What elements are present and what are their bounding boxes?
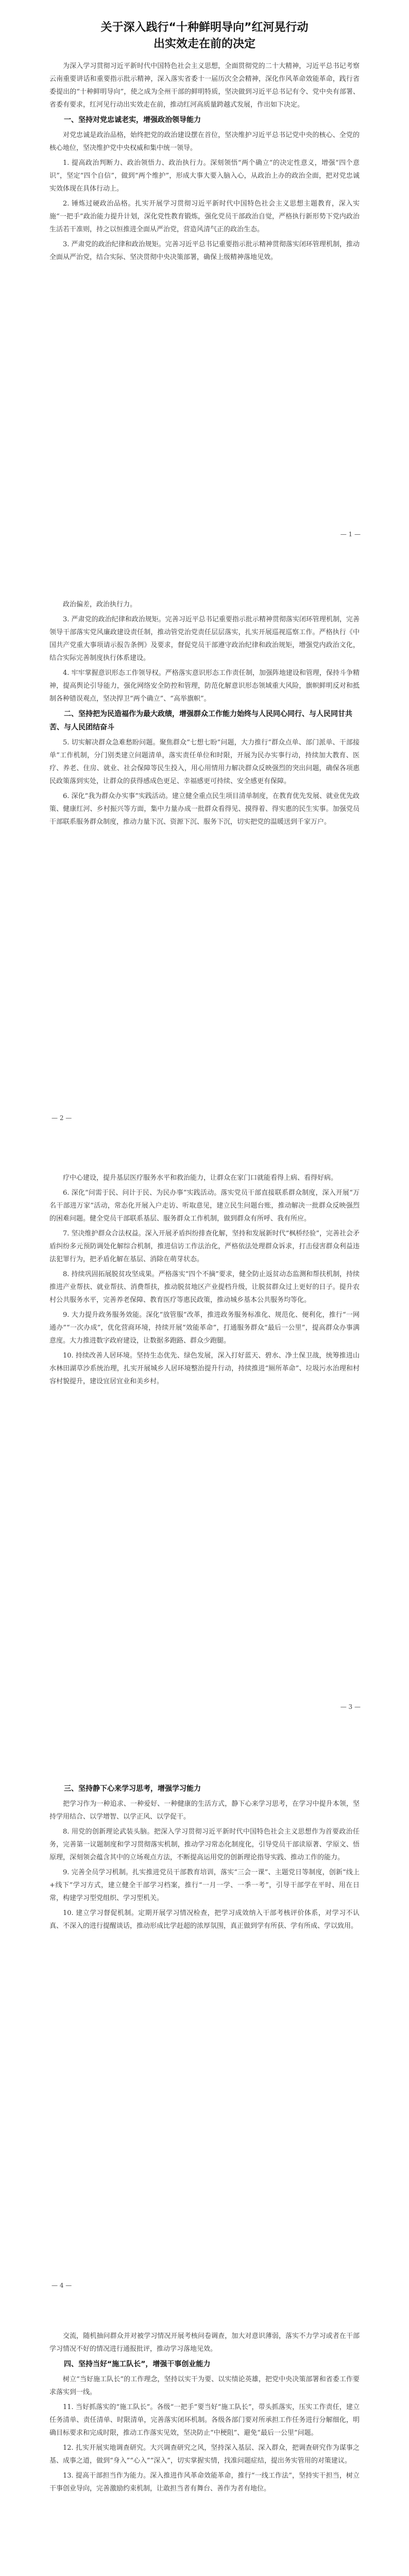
paragraph: 9. 完善全员学习机制。扎实推进党员干部教育培训，落实“三会一课”、主题党日等制度，创新“线上+线下”学习方式，建立健全干部学习档案，推行“一月一学、一季一考”，引导干部学在平时、用在日常，构建学习型党组织、学习型机关。 bbox=[49, 1869, 360, 1902]
paragraph: 树立“当好施工队长”的工作理念，坚持以实干为要、以实绩论英雄，把党中央决策部署和省委工作要求落实到一线。 bbox=[49, 2376, 360, 2396]
paragraph: 10. 持续改善人居环境。坚持生态优先、绿色发展，深入打好蓝天、碧水、净土保卫战，统筹推进山水林田湖草沙系统治理，扎实开展城乡人居环境整治提升行动，持续推进“厕所革命”、垃圾污水治理和村容村貌提升，建设宜居宜业和美乡村。 bbox=[49, 1352, 360, 1385]
paragraph: 12. 扎实开展实地调查研究。大兴调查研究之风，坚持深入基层、深入群众，把调查研究作为谋事之基、成事之道，做到“身入”“心入”“深入”，切实掌握实情，找准问题症结，提出务实管用的对策建议。 bbox=[49, 2444, 360, 2465]
document-page-4 bbox=[0, 1736, 409, 2314]
paragraph: 3. 严肃党的政治纪律和政治规矩。完善习近平总书记重要指示批示精神贯彻落实闭环管理机制，推动全面从严治党，结合实际、坚决贯彻中央决策部署，确保上级精神落地见效。 bbox=[49, 241, 360, 261]
paragraph: 8. 用党的创新理论武装头脑。把深入学习贯彻习近平新时代中国特色社会主义思想作为首要政治任务，完善第一议题制度和学习贯彻落实机制，推动学习常态化制度化，引导党员干部读原著、学原文、悟原理，深刻领会蕴含其中的立场观点方法，不断提高运用党的创新理论指导实践、推动工作的能力。 bbox=[49, 1828, 360, 1861]
section-heading: 三、坚持静下心来学习思考，增强学习能力 bbox=[64, 1785, 201, 1793]
paragraph: 3. 严肃党的政治纪律和政治规矩。完善习近平总书记重要指示批示精神贯彻落实闭环管理机制，完善领导干部落实党风廉政建设责任制，推动管党治党责任层层落实，扎实开展巡视巡察工作。严格执行《中国共产党重大事项请示报告条例》及要求，督促党员干部遵守政治纪律和政治规矩，增强党内政治文化，结合实际完善制度执行体系建设。 bbox=[49, 616, 360, 662]
paragraph: 1. 提高政治判断力、政治领悟力、政治执行力。深刻领悟“两个确立”的决定性意义，增强“四个意识”，坚定“四个自信”，做到“两个维护”，形成大事大要入脑入心，从政治上办的政治全面，把对党忠诚实效体现在具体行动上。 bbox=[49, 159, 360, 193]
paragraph: 7. 坚决维护群众合法权益。深入开展矛盾纠纷排查化解，坚持和发展新时代“枫桥经验”，完善社会矛盾纠纷多元预防调处化解综合机制，推进信访工作法治化，严格依法处理群众诉求，打击侵害群众利益违法犯罪行为，把矛盾化解在基层、消除在萌芽状态。 bbox=[49, 1230, 360, 1263]
document-title-line-2: 出实效走在前的决定 bbox=[153, 38, 255, 50]
paragraph: 11. 当好抓落实的“施工队长”。各级“一把手”要当好“施工队长”，带头抓落实，压实工作责任，建立任务清单、责任清单、时限清单，完善落实闭环机制。各级各部门要对所承担工作任务进行分解细化，明确目标要求和完成时限，推动工作落实见效，坚决防止“中梗阻”、避免“最后一公里”问题。 bbox=[49, 2403, 360, 2437]
paragraph: 9. 大力提升政务服务效能。深化“放管服”改革，推进政务服务标准化、规范化、便利化，推行“一网通办”“一次办成”，优化营商环境，持续开展“效能革命”，打通服务群众“最后一公里”，提高群众办事满意度。大力推进数字政府建设，让数据多跑路、群众少跑腿。 bbox=[49, 1311, 360, 1345]
document-page-5 bbox=[0, 2314, 409, 2576]
paragraph: 5. 切实解决群众急难愁盼问题。聚焦群众“七想七盼”问题，大力推行“群众点单、部门派单、干部接单”工作机制，分门别类建立问题清单，落实责任单位和时限，开展为民办实事行动，持续加大教育、医疗、养老、住房、就业、社会保障等民生投入，用心用情用力解决群众反映强烈的突出问题，确保各项惠民政策落到实处，让群众的获得感成色更足、幸福感更可持续、安全感更有保障。 bbox=[49, 739, 360, 785]
page-content bbox=[49, 1172, 360, 1390]
paragraph: 对党忠诚是政治品格，始终把党的政治建设摆在首位，坚决维护习近平总书记党中央的核心、全党的核心地位，坚决维护党中央权威和集中统一领导。 bbox=[49, 131, 360, 152]
page-body bbox=[49, 2330, 360, 2495]
paragraph: 13. 提高干部担当作为能力。深入推进作风革命效能革命，推行“一线工作法”，坚持实干担当，树立干事创业导向，完善激励约束机制，让敢担当者有舞台、善作为者有地位。 bbox=[49, 2472, 360, 2493]
paragraph: 4. 牢牢掌握意识形态工作领导权。严格落实意识形态工作责任制，加强阵地建设和管理，保持斗争精神，提高舆论引导能力，强化网络安全防控和管理，防范化解意识形态领域重大风险，旗帜鲜明反对和抵制各种错误观点，坚决捍卫“两个确立”、“高举旗帜”。 bbox=[49, 669, 360, 703]
section-heading: 四、坚持当好“施工队长”，增强干事创业能力 bbox=[64, 2360, 211, 2368]
paragraph: 政治偏差，政治执行力。 bbox=[63, 601, 137, 608]
document-page-3 bbox=[0, 1157, 409, 1736]
paragraph: 10. 建立学习督促机制。定期开展学习情况检查，把学习成效纳入干部考核评价体系，对学习不认真、不深入的进行提醒谈话，推动形成比学赶超的浓厚氛围，真正做到学有所获、学有所成、学以致用。 bbox=[49, 1909, 360, 1930]
page-content bbox=[49, 1781, 360, 1935]
page-content bbox=[49, 598, 360, 831]
section-heading: 二、坚持把为民造福作为最大政绩，增强群众工作能力始终与人民同心同行、与人民同甘共苦、与人民团结奋斗 bbox=[49, 710, 352, 732]
page-number: — 1 — bbox=[340, 531, 361, 538]
page-content bbox=[49, 20, 360, 266]
paragraph: 6. 深化“问需于民、问计于民、为民办事”实践活动。落实党员干部直接联系群众制度，深入开展“万名干部进万家”活动，常态化开展入户走访、听取意见，建立民生问题台账，推动解决一批群众反映强烈的困难问题。健全党员干部联系基层、服务群众工作机制，做到群众有所呼、我有所应。 bbox=[49, 1189, 360, 1223]
document-page-2 bbox=[0, 579, 409, 1157]
page-body bbox=[49, 1172, 360, 1388]
paragraph: 交流，随机抽问群众并对被学习情况开展考核问卷调查，加大对意识薄弱，落实不力学习或者在干部学习情况不好的情况进行通报批评，推动学习落地见效。 bbox=[49, 2332, 360, 2353]
document-page-1 bbox=[0, 0, 409, 579]
page-body bbox=[49, 598, 360, 828]
section-heading: 一、坚持对党忠诚老实，增强政治领导能力 bbox=[64, 116, 201, 124]
paragraph: 疗中心建设，提升基层医疗服务水平和救治能力，让群众在家门口就能看得上病、看得好病。 bbox=[63, 1174, 338, 1182]
paragraph: 6. 深化“我为群众办实事”实践活动。建立健全重点民生项目清单制度，在教育优先发展、就业优先政策、健康红河、乡村振兴等方面，集中力量办成一批群众看得见、摸得着、得实惠的民生实事。加强党员干部联系服务群众制度，推动力量下沉、资源下沉、服务下沉，切实把党的温暖送到千家万户。 bbox=[49, 792, 360, 826]
paragraph: 为深入学习贯彻习近平新时代中国特色社会主义思想，全面贯彻党的二十大精神，习近平总书记考察云南重要讲话和重要指示批示精神，深入落实省委十一届历次全会精神，深化作风革命效能革命，践行省委提出的“十种鲜明导向”，使之成为全州干部的鲜明特质，坚决做到习近平总书记有令、党中央有部署、省委有要求，红河见行动出实效走在前，推动红河高质量跨越式发展，作出如下决定。 bbox=[49, 62, 360, 109]
document-title-line-1: 关于深入践行“十种鲜明导向”红河晃行动 bbox=[100, 21, 309, 34]
paragraph: 把学习作为一种追求、一种爱好、一种健康的生活方式，静下心来学习思考，在学习中提升本领，坚持学用结合、以学增智、以学正风、以学促干。 bbox=[49, 1800, 360, 1821]
page-number: — 3 — bbox=[340, 1703, 361, 1710]
paragraph: 8. 持续巩固拓展脱贫攻坚成果。严格落实“四个不摘”要求，健全防止返贫动态监测和帮扶机制，持续推进产业帮扶、就业帮扶、消费帮扶，推动脱贫地区产业提档升级，让脱贫群众过上更好的日子。提升农村公共服务水平，完善养老保障、教育医疗等惠民政策，推动城乡基本公共服务均等化。 bbox=[49, 1270, 360, 1304]
page-number: — 4 — bbox=[52, 2282, 72, 2289]
page-number: — 2 — bbox=[52, 1114, 72, 1122]
page-content bbox=[49, 2330, 360, 2497]
page-body bbox=[49, 1782, 360, 1933]
page-body bbox=[49, 60, 360, 264]
paragraph: 2. 锤炼过硬政治品格。扎实开展学习贯彻习近平新时代中国特色社会主义思想主题教育，深入实施“一把手”政治能力提升计划，深化党性教育锻炼，强化党员干部政治自觉，严格执行新形势下党内政治生活若干准则，持之以恒推进全面从严治党，营造风清气正的政治生态。 bbox=[49, 200, 360, 233]
